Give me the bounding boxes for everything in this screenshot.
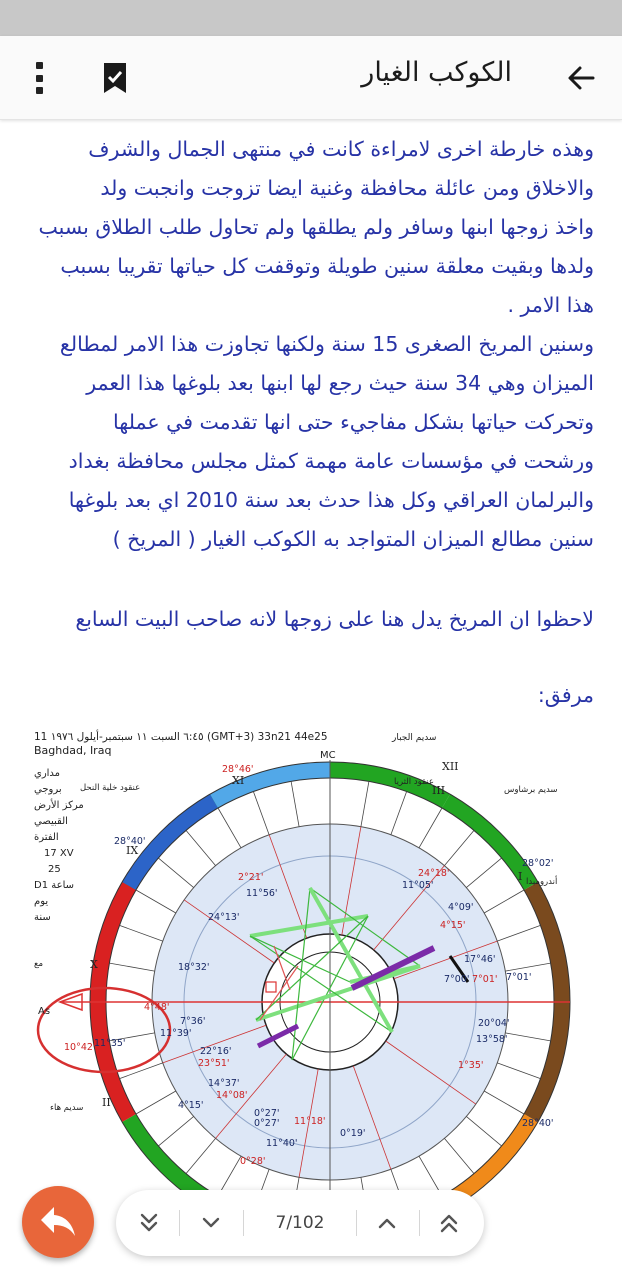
bookmark-icon[interactable] (102, 62, 128, 94)
article-line: الميزان وهي 34 سنة حيث رجع لها ابنها بعد بلوغها هذا العمر (86, 371, 594, 395)
degree-label: 17°46' (464, 954, 496, 965)
degree-label: 11°35' (94, 1038, 126, 1049)
mc-label: MC (320, 750, 336, 761)
panel-label: القبيصي (34, 816, 68, 827)
astrology-chart-image[interactable] (30, 720, 600, 1200)
house-label: I (518, 870, 523, 883)
degree-label: 11°05' (402, 880, 434, 891)
outer-label: عنقود خلية النحل (80, 783, 141, 793)
page-title: الكوكب الغيار (361, 57, 512, 88)
as-label: As (38, 1006, 51, 1017)
more-menu-icon[interactable] (24, 60, 54, 96)
back-arrow-icon[interactable] (566, 63, 596, 93)
degree-label: 18°32' (178, 962, 210, 973)
degree-label: 4°15' (178, 1100, 204, 1111)
panel-label: بروجي (34, 784, 62, 795)
article-line: وهذه خارطة اخرى لامراءة كانت في منتهى الجمال والشرف (88, 137, 594, 161)
degree-label: 7°01' (472, 974, 498, 985)
degree-label: 28°40' (114, 836, 146, 847)
degree-label: 22°16' (200, 1046, 232, 1057)
degree-label: 7°36' (180, 1016, 206, 1027)
degree-label: 1°35' (458, 1060, 484, 1071)
house-label: X (90, 958, 98, 971)
degree-label: 10°42' (64, 1042, 96, 1053)
panel-label: 17 XV (44, 848, 74, 859)
outer-label: سديم برشاوس (504, 785, 558, 795)
note-line: لاحظوا ان المريخ يدل هنا على زوجها لانه صاحب البيت السابع (75, 607, 594, 631)
chevron-up-icon (376, 1212, 398, 1234)
degree-label: 28°40' (522, 1118, 554, 1129)
last-page-button[interactable] (134, 1208, 164, 1238)
attachment-label (24, 676, 594, 715)
app-bar (0, 36, 622, 120)
degree-label: 24°13' (208, 912, 240, 923)
degree-label: 4°48' (144, 1002, 170, 1013)
degree-label: 11°56' (246, 888, 278, 899)
degree-label: 11°39' (160, 1028, 192, 1039)
house-label: II (102, 1096, 111, 1109)
degree-label: 11°40' (266, 1138, 298, 1149)
house-label: IX (126, 844, 139, 857)
panel-label: مركز الأرض (34, 800, 84, 811)
panel-label: D1 ساعة (34, 880, 75, 891)
article-line: واخذ زوجها ابنها وسافر ولم يطلقها ولم تحاول طلب الطلاق بسبب (38, 215, 594, 239)
outer-label: سديم هاء (50, 1103, 84, 1113)
degree-label: 14°08' (216, 1090, 248, 1101)
degree-label: 7°01' (506, 972, 532, 983)
divider (419, 1210, 420, 1236)
house-label: III (432, 784, 446, 797)
degree-label: 2°21' (238, 872, 264, 883)
article-line: والاخلاق ومن عائلة محافظة وغنية ايضا تزوجت وانجبت ولد (100, 176, 594, 200)
status-bar (0, 0, 622, 36)
article-line: سنين مطالع الميزان المتواجد به الكوكب الغيار ( المريخ ) (112, 527, 594, 551)
article-line: والبرلمان العراقي وكل هذا حدث بعد سنة 2010 اي بعد بلوغها (68, 488, 594, 512)
degree-label: 7°00' (444, 974, 470, 985)
chart-header-right: سديم الجبار (392, 733, 437, 743)
degree-label: 0°19' (340, 1128, 366, 1139)
outer-label: عنقود الثريا (394, 777, 434, 787)
degree-label: 4°09' (448, 902, 474, 913)
degree-label: 0°27' (254, 1108, 280, 1119)
panel-label: الفترة (34, 832, 59, 843)
chevron-down-icon (200, 1212, 222, 1234)
previous-page-button[interactable] (372, 1208, 402, 1238)
chart-header-2: Baghdad, Iraq (34, 744, 112, 757)
article-line: هذا الامر . (507, 293, 594, 317)
degree-label: 0°28' (240, 1156, 266, 1167)
attachment-text: مرفق: (537, 683, 594, 707)
degree-label: 23°51' (198, 1058, 230, 1069)
divider (179, 1210, 180, 1236)
divider (356, 1210, 357, 1236)
outer-label: أندروميدا (526, 877, 558, 887)
page-indicator[interactable]: 7/102 (275, 1213, 325, 1233)
panel-label: مداري (34, 768, 61, 779)
reply-fab-button[interactable] (22, 1186, 94, 1258)
content-area[interactable] (0, 122, 622, 1280)
degree-label: 20°04' (478, 1018, 510, 1029)
degree-label: 13°58' (476, 1034, 508, 1045)
outer-label: مع (34, 959, 44, 969)
next-page-button[interactable] (196, 1208, 226, 1238)
degree-label: 11°18' (294, 1116, 326, 1127)
house-label: XI (232, 774, 245, 787)
page-navigator (116, 1190, 484, 1256)
article-body (24, 130, 594, 559)
degree-label: 24°18' (418, 868, 450, 879)
degree-label: 14°37' (208, 1078, 240, 1089)
article-note (24, 600, 594, 639)
panel-label: سنة (34, 912, 51, 923)
first-page-button[interactable] (434, 1208, 464, 1238)
panel-label: 25 (48, 864, 61, 875)
house-label: XII (442, 760, 459, 773)
double-chevron-down-icon (138, 1212, 160, 1234)
degree-label: 28°46' (222, 764, 254, 775)
article-line: وسنين المريخ الصغرى 15 سنة ولكنها تجاوزت هذا الامر لمطالع (59, 332, 594, 356)
article-line: وتحركت حياتها بشكل مفاجيء حتى انها تقدمت في عملها (113, 410, 594, 434)
double-chevron-up-icon (438, 1212, 460, 1234)
panel-label: يوم (34, 896, 49, 907)
degree-label: 0°27' (254, 1118, 280, 1129)
divider (243, 1210, 244, 1236)
article-line: ورشحت في مؤسسات عامة مهمة كمثل مجلس محافظة بغداد (68, 449, 594, 473)
reply-arrow-icon (39, 1205, 77, 1239)
article-line: ولدها وبقيت معلقة سنين طويلة وتوقفت كل حياتها تقريبا بسبب (60, 254, 594, 278)
chart-header-1: 11 ٦:٤٥ السبت ١١ سبتمبر-أيلول ١٩٧٦ (GMT+3) 33n21 44e25 (34, 731, 328, 743)
degree-label: 4°15' (440, 920, 466, 931)
degree-label: 28°02' (522, 858, 554, 869)
